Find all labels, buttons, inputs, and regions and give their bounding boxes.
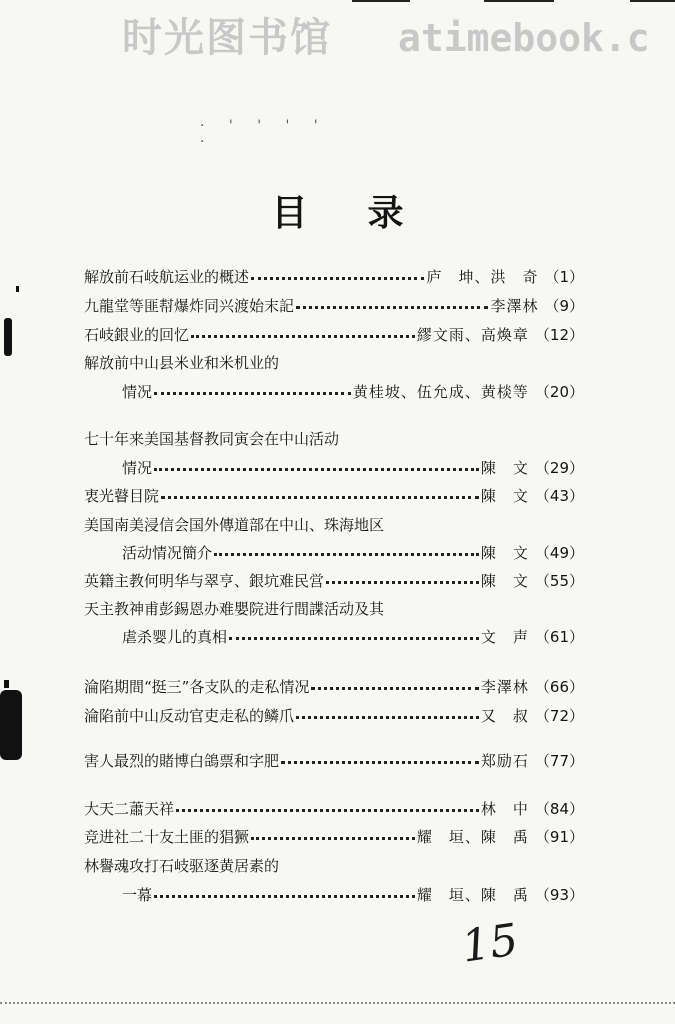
entry-author: 陳 文 [480, 571, 529, 590]
toc-entry-continuation[interactable] [122, 377, 584, 405]
dot-leader [251, 837, 415, 840]
entry-page: （72） [534, 706, 584, 725]
entry-author: 文 声 [480, 627, 529, 646]
toc-entry-first-line[interactable] [84, 594, 584, 622]
entry-title: 淪陷前中山反动官吏走私的鳞爪 [84, 706, 295, 725]
entry-page: （61） [534, 627, 584, 646]
toc-entry[interactable] [84, 746, 584, 774]
top-rule [484, 0, 554, 2]
dot-leader [161, 496, 479, 499]
toc-entry-first-line[interactable] [84, 510, 584, 538]
entry-page: （12） [534, 325, 584, 344]
entry-page: （1） [544, 267, 584, 286]
dot-leader [154, 895, 415, 898]
entry-author: 繆文雨、高煥章 [416, 325, 529, 344]
entry-author: 耀 垣、陳 禹 [416, 885, 529, 904]
entry-author: 又 叔 [480, 706, 529, 725]
dot-leader [281, 761, 479, 764]
entry-title: 淪陷期間“挺三”各支队的走私情况 [84, 677, 310, 696]
entry-page: （77） [534, 751, 584, 770]
scan-artifact [0, 690, 22, 760]
entry-author: 陳 文 [480, 543, 529, 562]
dot-leader [214, 553, 479, 556]
toc-entry[interactable] [84, 701, 584, 729]
entry-title: 林譽魂攻打石岐驱逐黄居素的 [84, 856, 280, 875]
toc-entry-continuation[interactable] [122, 880, 584, 908]
watermark-url: atimebook.c [398, 16, 650, 60]
entry-author: 郑励石 [480, 751, 529, 770]
dot-leader [311, 687, 479, 690]
toc-entry[interactable] [84, 672, 584, 700]
toc-entry-first-line[interactable] [84, 424, 584, 452]
entry-author: 耀 垣、陳 禹 [416, 827, 529, 846]
entry-title: 害人最烈的賭博白鴿票和字肥 [84, 751, 280, 770]
dot-leader [296, 716, 479, 719]
toc-entry-continuation[interactable] [122, 622, 584, 650]
toc-entry[interactable] [84, 320, 584, 348]
entry-page: （84） [534, 799, 584, 818]
entry-author: 陳 文 [480, 458, 529, 477]
scan-artifact [4, 318, 12, 356]
dot-leader [154, 392, 351, 395]
entry-title: 活动情况簡介 [122, 543, 213, 562]
entry-page: （91） [534, 827, 584, 846]
entry-title: 英籍主教何明华与翠亨、銀坑难民営 [84, 571, 325, 590]
entry-page: （49） [534, 543, 584, 562]
entry-title: 虐杀婴儿的真相 [122, 627, 228, 646]
entry-title: 情况 [122, 382, 153, 401]
entry-title: 美国南美浸信会国外傳道部在中山、珠海地区 [84, 515, 385, 534]
faint-header-marks: · ' ' ' ' · [200, 118, 328, 150]
entry-title: 衷光瞽目院 [84, 486, 160, 505]
entry-page: （66） [534, 677, 584, 696]
dot-leader [191, 335, 415, 338]
toc-entry-first-line[interactable] [84, 851, 584, 879]
entry-title: 竞进社二十友土匪的猖獗 [84, 827, 250, 846]
dot-leader [229, 637, 479, 640]
entry-title: 解放前中山县米业和米机业的 [84, 353, 280, 372]
watermark [0, 8, 675, 68]
entry-page: （43） [534, 486, 584, 505]
scan-artifact [4, 680, 9, 688]
entry-title: 天主教神甫彭錫恩办难嬰院进行間諜活动及其 [84, 599, 385, 618]
dot-leader [154, 468, 479, 471]
entry-title: 九龍堂等匪幇爆炸同兴渡始末記 [84, 296, 295, 315]
entry-author: 庐 坤、洪 奇 [426, 267, 539, 286]
dot-leader [251, 277, 424, 280]
entry-title: 石岐銀业的回忆 [84, 325, 190, 344]
toc-entry[interactable] [84, 291, 584, 319]
page-title: 目录 [271, 192, 464, 234]
toc-entry[interactable] [84, 262, 584, 290]
entry-author: 黄桂坡、伍允成、黄棪等 [352, 382, 529, 401]
entry-page: （20） [534, 382, 584, 401]
toc-entry[interactable] [84, 481, 584, 509]
entry-author: 李澤林 [490, 296, 539, 315]
bottom-scan-edge [0, 1002, 675, 1004]
top-rule [630, 0, 675, 2]
entry-title: 情况 [122, 458, 153, 477]
entry-title: 一幕 [122, 885, 153, 904]
toc-entry[interactable] [84, 794, 584, 822]
toc-entry[interactable] [84, 822, 584, 850]
entry-page: （9） [544, 296, 584, 315]
dot-leader [326, 581, 479, 584]
entry-author: 陳 文 [480, 486, 529, 505]
toc-entry[interactable] [84, 566, 584, 594]
toc-entry-continuation[interactable] [122, 453, 584, 481]
entry-title: 七十年来美国基督教同寅会在中山活动 [84, 429, 340, 448]
dot-leader [176, 809, 479, 812]
toc-entry-continuation[interactable] [122, 538, 584, 566]
handwritten-page-number: 15 [458, 914, 522, 973]
entry-author: 林 中 [480, 799, 529, 818]
entry-title: 大天二蕭天祥 [84, 799, 175, 818]
entry-page: （93） [534, 885, 584, 904]
entry-page: （55） [534, 571, 584, 590]
entry-page: （29） [534, 458, 584, 477]
dot-leader [296, 306, 488, 309]
top-rule [352, 0, 410, 2]
watermark-chinese: 时光图书馆 [122, 15, 332, 61]
entry-title: 解放前石岐航运业的概述 [84, 267, 250, 286]
entry-author: 李澤林 [480, 677, 529, 696]
scan-artifact [16, 286, 19, 292]
toc-entry-first-line[interactable] [84, 348, 584, 376]
